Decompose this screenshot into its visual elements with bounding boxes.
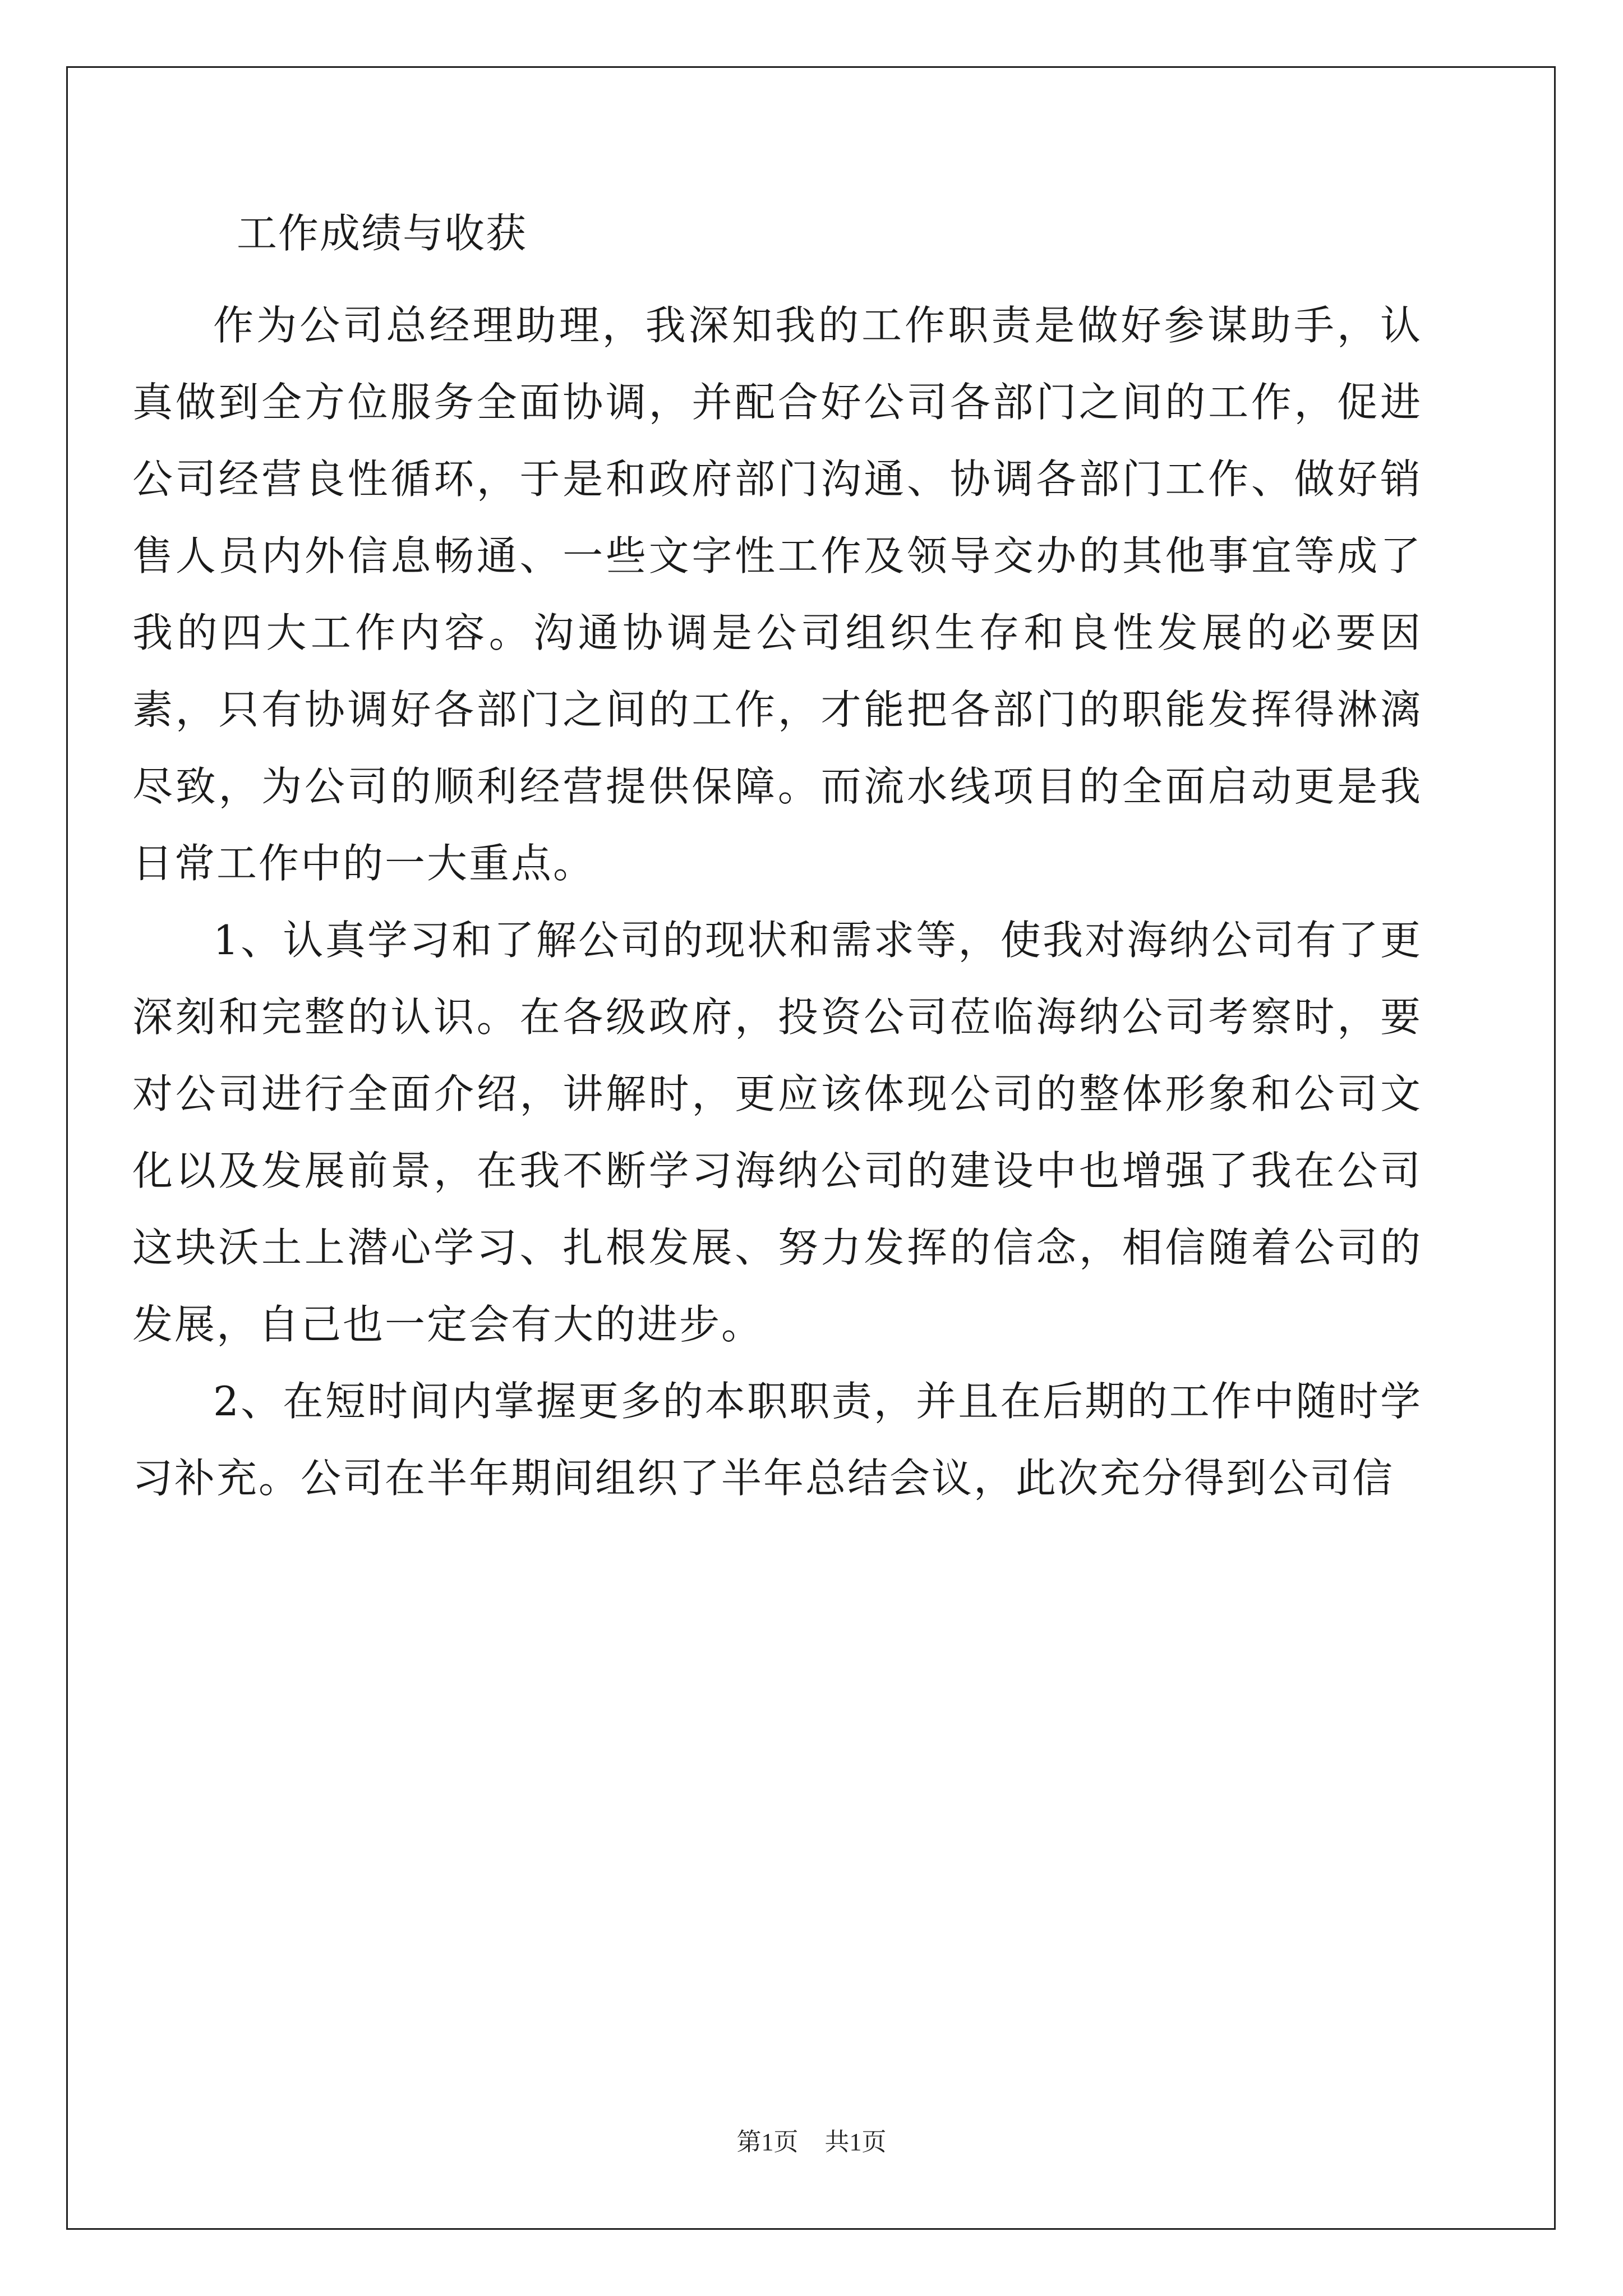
paragraph-item-2: 2、在短时间内掌握更多的本职职责，并且在后期的工作中随时学习补充。公司在半年期间组织了半年总结会议，此次充分得到公司信 bbox=[132, 1378, 1422, 1502]
paragraph-intro: 作为公司总经理助理，我深知我的工作职责是做好参谋助手，认真做到全方位服务全面协调，并配合好公司各部门之间的工作，促进公司经营良性循环，于是和政府部门沟通、协调各部门工作、做好销售人员内外信息畅通、一些文字性工作及领导交办的其他事宜等成了我的四大工作内容。沟通协调是公司组织生存和良性发展的必要因素，只有协调好各部门之间的工作，才能把各部门的职能发挥得淋漓尽致，为公司的顺利经营提供保障。而流水线项目的全面启动更是我日常工作中的一大重点。 bbox=[132, 302, 1422, 887]
page-footer bbox=[0, 2122, 1623, 2157]
paragraph-item-1: 1、认真学习和了解公司的现状和需求等，使我对海纳公司有了更深刻和完整的认识。在各级政府，投资公司莅临海纳公司考察时，要对公司进行全面介绍，讲解时，更应该体现公司的整体形象和公司文化以及发展前景，在我不断学习海纳公司的建设中也增强了我在公司这块沃土上潜心学习、扎根发展、努力发挥的信念，相信随着公司的发展，自己也一定会有大的进步。 bbox=[132, 917, 1422, 1348]
page-number: 第1页 bbox=[736, 2128, 799, 2156]
page-total: 共1页 bbox=[824, 2128, 887, 2156]
section-heading: 工作成绩与收获 bbox=[237, 210, 528, 257]
document-body bbox=[132, 210, 1422, 1517]
